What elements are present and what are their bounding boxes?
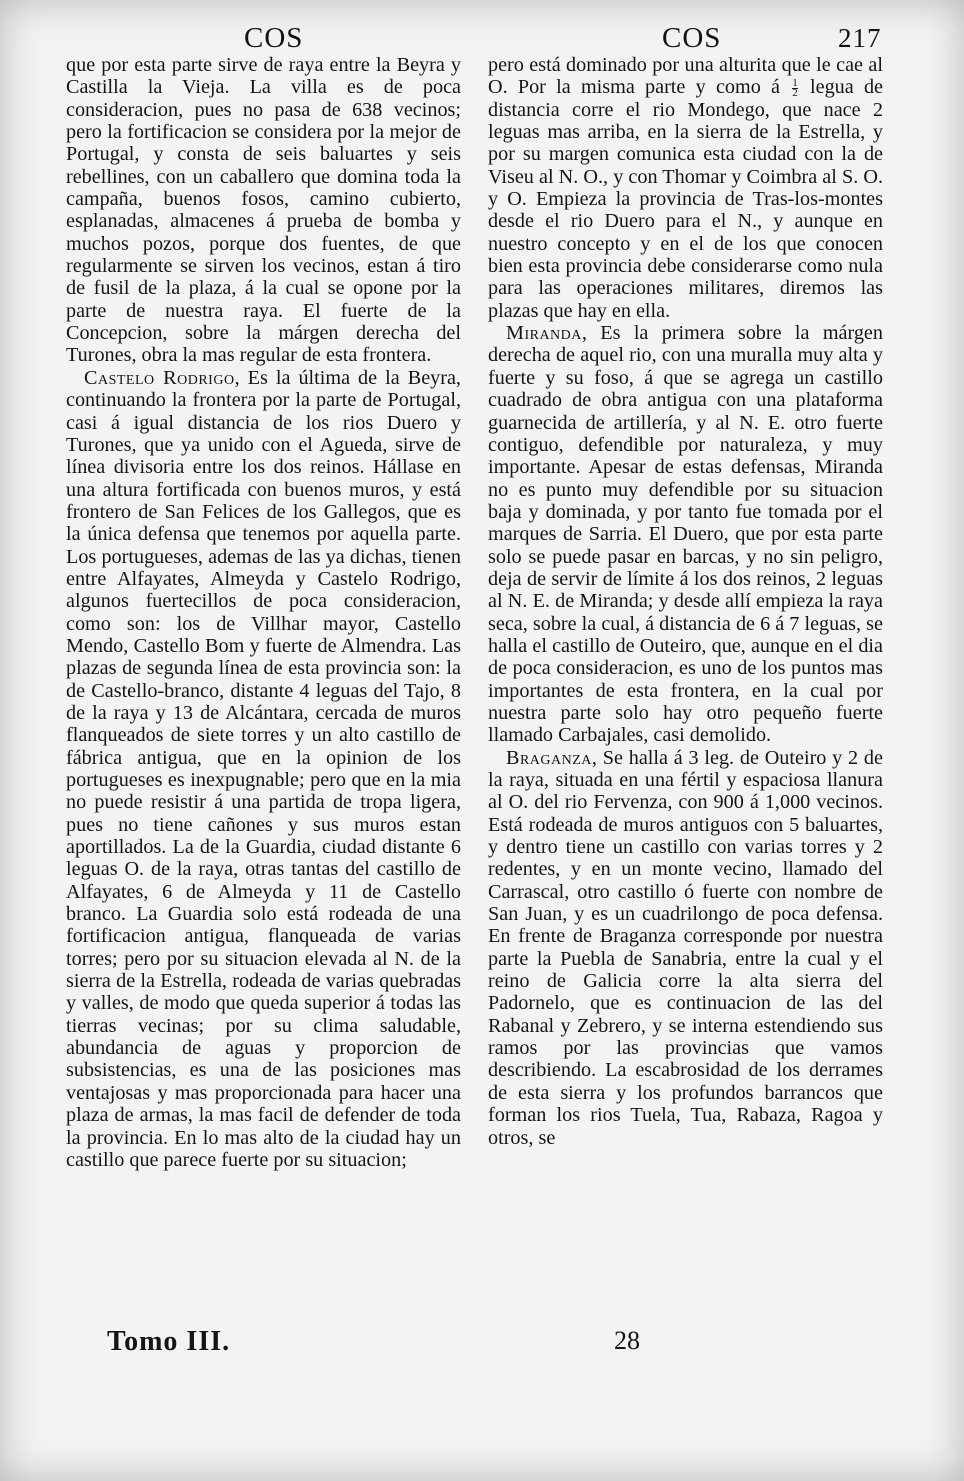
fraction-numerator: 1 — [792, 77, 798, 90]
paragraph-braganza — [488, 747, 883, 1149]
paragraph-almeyda-continuation: que por esta parte sirve de raya entre la Beyra y Castilla la Vieja. La villa es de poca consideracion, pues no pasa de 638 vecinos; pero la fortificacion se considera por la mejor de Portugal, y consta de seis baluartes y seis rebellines, con un caballero que domina toda la campaña, buenos fosos, camino cubierto, esplanadas, almacenes á prueba de bomba y muchos pozos, porque dos fuentes, de que regularmente se sirven los vecinos, estan á tiro de fusil de la plaza, á la cual se opone por la parte de nuestra raya. El fuerte de la Concepcion, sobre la márgen derecha del Turones, obra la mas regular de esta frontera. — [66, 54, 461, 367]
volume-label: Tomo III. — [107, 1326, 231, 1357]
text-after-fraction: legua de distancia corre el rio Mondego, que nace 2 leguas mas arriba, en la sierra de la Estrella, y por su margen comunica esta ciudad con la de Viseu al N. O., y con Thomar y Coimbra al S. O. y O. Empieza la provincia de Tras-los-montes desde el rio Duero para el N., y aunque en nuestro concepto y en el de los que conocen bien esta provincia debe considerarse como nula para las operaciones militares, diremos las plazas que hay en ella. — [488, 76, 884, 322]
left-column — [66, 54, 461, 1171]
entry-text-miranda: , Es la primera sobre la márgen derecha de aquel rio, con una muralla muy alta y fuerte y su foso, á que se agrega un castillo cuadrado de obra antigua con una plataforma guarnecida de artillería, y al N. E. otro fuerte contiguo, defendible por naturaleza, y muy importante. Apesar de estas defensas, Miranda no es punto muy defendible por su situacion baja y dominada, y por tanto fue tomada por el marques de Sarria. El Duero, que por esta parte solo se puede pasar en barcas, y no sin peligro, deja de servir de límite á los dos reinos, 2 leguas al N. E. de Miranda; y desde allí empieza la raya seca, sobre la cual, á distancia de 6 á 7 leguas, se halla el castillo de Outeiro, que, aunque en el dia de poca consideracion, es uno de los puntos mas importantes de esta frontera, en la cual por nuestra parte solo hay otro pequeño fuerte llamado Carbajales, casi demolido. — [488, 322, 883, 747]
right-column — [488, 54, 883, 1149]
paragraph-miranda — [488, 322, 883, 747]
text-before-fraction: pero está dominado por una alturita que le cae al O. Por la misma parte y como á — [488, 54, 883, 99]
entry-heading-castelo-rodrigo: Castelo Rodrigo — [84, 366, 235, 389]
entry-text-braganza: , Se halla á 3 leg. de Outeiro y 2 de la raya, situada en una fértil y espaciosa llanura al O. del rio Fervenza, con 900 á 1,000 vecinos. Está rodeada de muros antiguos con 5 baluartes, y dentro tiene un castillo con varias torres y 2 redentes, y en un monte vecino, llamado del Carrascal, otro castillo ó fuerte con nombre de San Juan, y es un cuadrilongo de poca defensa. En frente de Braganza corresponde por nuestra parte la Puebla de Sanabria, entre la cual y el reino de Galicia corre la alta sierra del Padornelo, que es continuacion de las del Rabanal y Zebrero, y se interna estendiendo sus ramos por las provincias que vamos describiendo. La escabrosidad de los derrames de esta sierra y los profundos barrancos que forman los rios Tuela, Tua, Rabaza, Ragoa y otros, se — [488, 746, 883, 1149]
entry-heading-miranda: Miranda — [506, 322, 582, 345]
entry-heading-braganza: Braganza — [506, 746, 592, 769]
paragraph-guardia-continuation — [488, 54, 883, 322]
entry-text-castelo-rodrigo: , Es la última de la Beyra, continuando la frontera por la parte de Portugal, casi á igual distancia de los rios Duero y Turones, que ya unido con el Agueda, sirve de línea divisoria entre los dos reinos. Hállase en una altura fortificada con buenos muros, y está frontero de San Felices de los Gallegos, que es la única defensa que tenemos por aquella parte. Los portugueses, ademas de las ya dichas, tienen entre Alfayates, Almeyda y Castelo Rodrigo, algunos fuertecillos de poca consideracion, como son: los de Villhar mayor, Castello Mendo, Castello Bom y fuerte de Almendra. Las plazas de segunda línea de esta provincia son: la de Castello-branco, distante 4 leguas del Tajo, 8 de la raya y 13 de Alcántara, cercada de muros flanqueados de siete torres y un alto castillo de fábrica antigua, que en la opinion de los portugueses es inexpugnable; pero que en la mia no puede resistir á una partida de tropa ligera, pues no tiene cañones y sus muros estan aportillados. La de la Guardia, ciudad distante 6 leguas O. de la raya, otras tantas del castillo de Alfayates, 6 de Almeyda y 11 de Castello branco. La Guardia solo está rodeada de una fortificacion antigua, flanqueada de varias torres; pero por su situacion elevada al N. de la sierra de la Estrella, rodeada de varias quebradas y valles, de modo que queda superior á todas las tierras vecinas; por su clima saludable, abundancia de aguas y proporcion de subsistencias, es una de las posiciones mas ventajosas y mas proporcionada para hacer una plaza de armas, la mas facil de defender de toda la provincia. En lo mas alto de la ciudad hay un castillo que parece fuerte por su situacion; — [66, 366, 461, 1171]
fraction-denominator: 2 — [792, 87, 798, 100]
page-number: 217 — [838, 23, 882, 53]
running-head-left: COS — [244, 22, 304, 54]
running-head-right: COS — [662, 22, 722, 54]
paragraph-castelo-rodrigo — [66, 367, 461, 1171]
fraction-half — [792, 79, 798, 98]
signature-mark: 28 — [614, 1326, 640, 1355]
